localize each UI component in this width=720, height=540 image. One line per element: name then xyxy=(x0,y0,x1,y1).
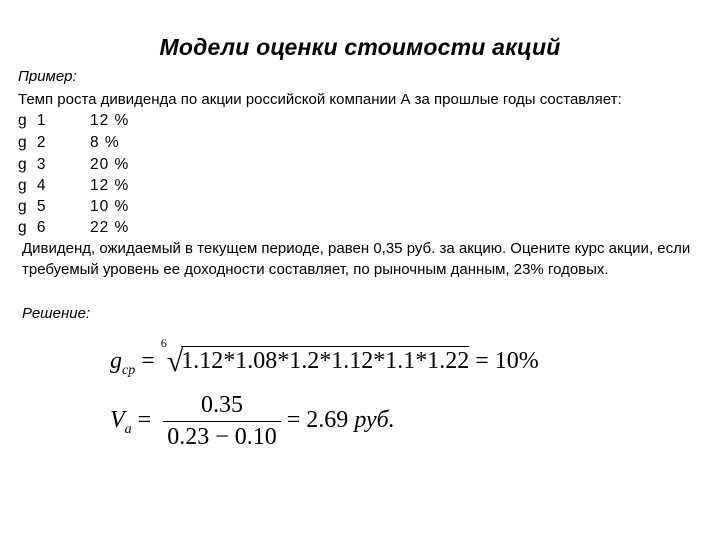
growth-value: 12 % xyxy=(90,177,130,194)
formula-growth xyxy=(110,336,539,378)
intro-text: Темп роста дивиденда по акции российской компании А за прошлые годы составляет: xyxy=(18,91,622,108)
growth-value: 12 % xyxy=(90,112,130,129)
formula-var: g xyxy=(110,348,122,374)
growth-value: 22 % xyxy=(90,219,130,236)
growth-name: g 1 xyxy=(18,112,49,129)
fraction xyxy=(163,392,281,451)
fraction-denominator: 0.23 − 0.10 xyxy=(163,421,281,451)
fraction-numerator: 0.35 xyxy=(200,392,243,418)
growth-name: g 6 xyxy=(18,219,49,236)
radical-sign-icon: √ xyxy=(166,345,184,378)
formula-result: = 2.69 xyxy=(286,407,349,434)
formula-subscript: a xyxy=(124,422,132,438)
formula-value xyxy=(110,392,395,451)
formula-var: V xyxy=(110,407,125,434)
formula-result: = 10% xyxy=(469,348,539,374)
problem-paragraph: Дивиденд, ожидаемый в текущем периоде, равен 0,35 руб. за акцию. Оцените курс акции, если требуемый уровень ее доходности составляет, по рыночным данным, 23% годовых. xyxy=(22,240,691,278)
radicand: 1.12*1.08*1.2*1.12*1.1*1.22 xyxy=(181,348,470,374)
growth-value: 8 % xyxy=(90,134,120,151)
growth-name: g 3 xyxy=(18,156,49,173)
formula-equals: = xyxy=(135,348,155,374)
example-label: Пример: xyxy=(18,68,77,85)
growth-value: 10 % xyxy=(90,198,130,215)
growth-name: g 5 xyxy=(18,198,49,215)
growth-value: 20 % xyxy=(90,156,130,173)
growth-name: g 2 xyxy=(18,134,49,151)
solution-label: Решение: xyxy=(22,305,91,322)
page-title: Модели оценки стоимости акций xyxy=(159,34,561,60)
growth-name: g 4 xyxy=(18,177,49,194)
root-index: 6 xyxy=(160,336,167,350)
root-expression xyxy=(160,336,470,378)
formula-equals: = xyxy=(131,407,152,434)
formula-unit: руб. xyxy=(348,407,395,434)
formula-subscript: ср xyxy=(122,363,136,378)
